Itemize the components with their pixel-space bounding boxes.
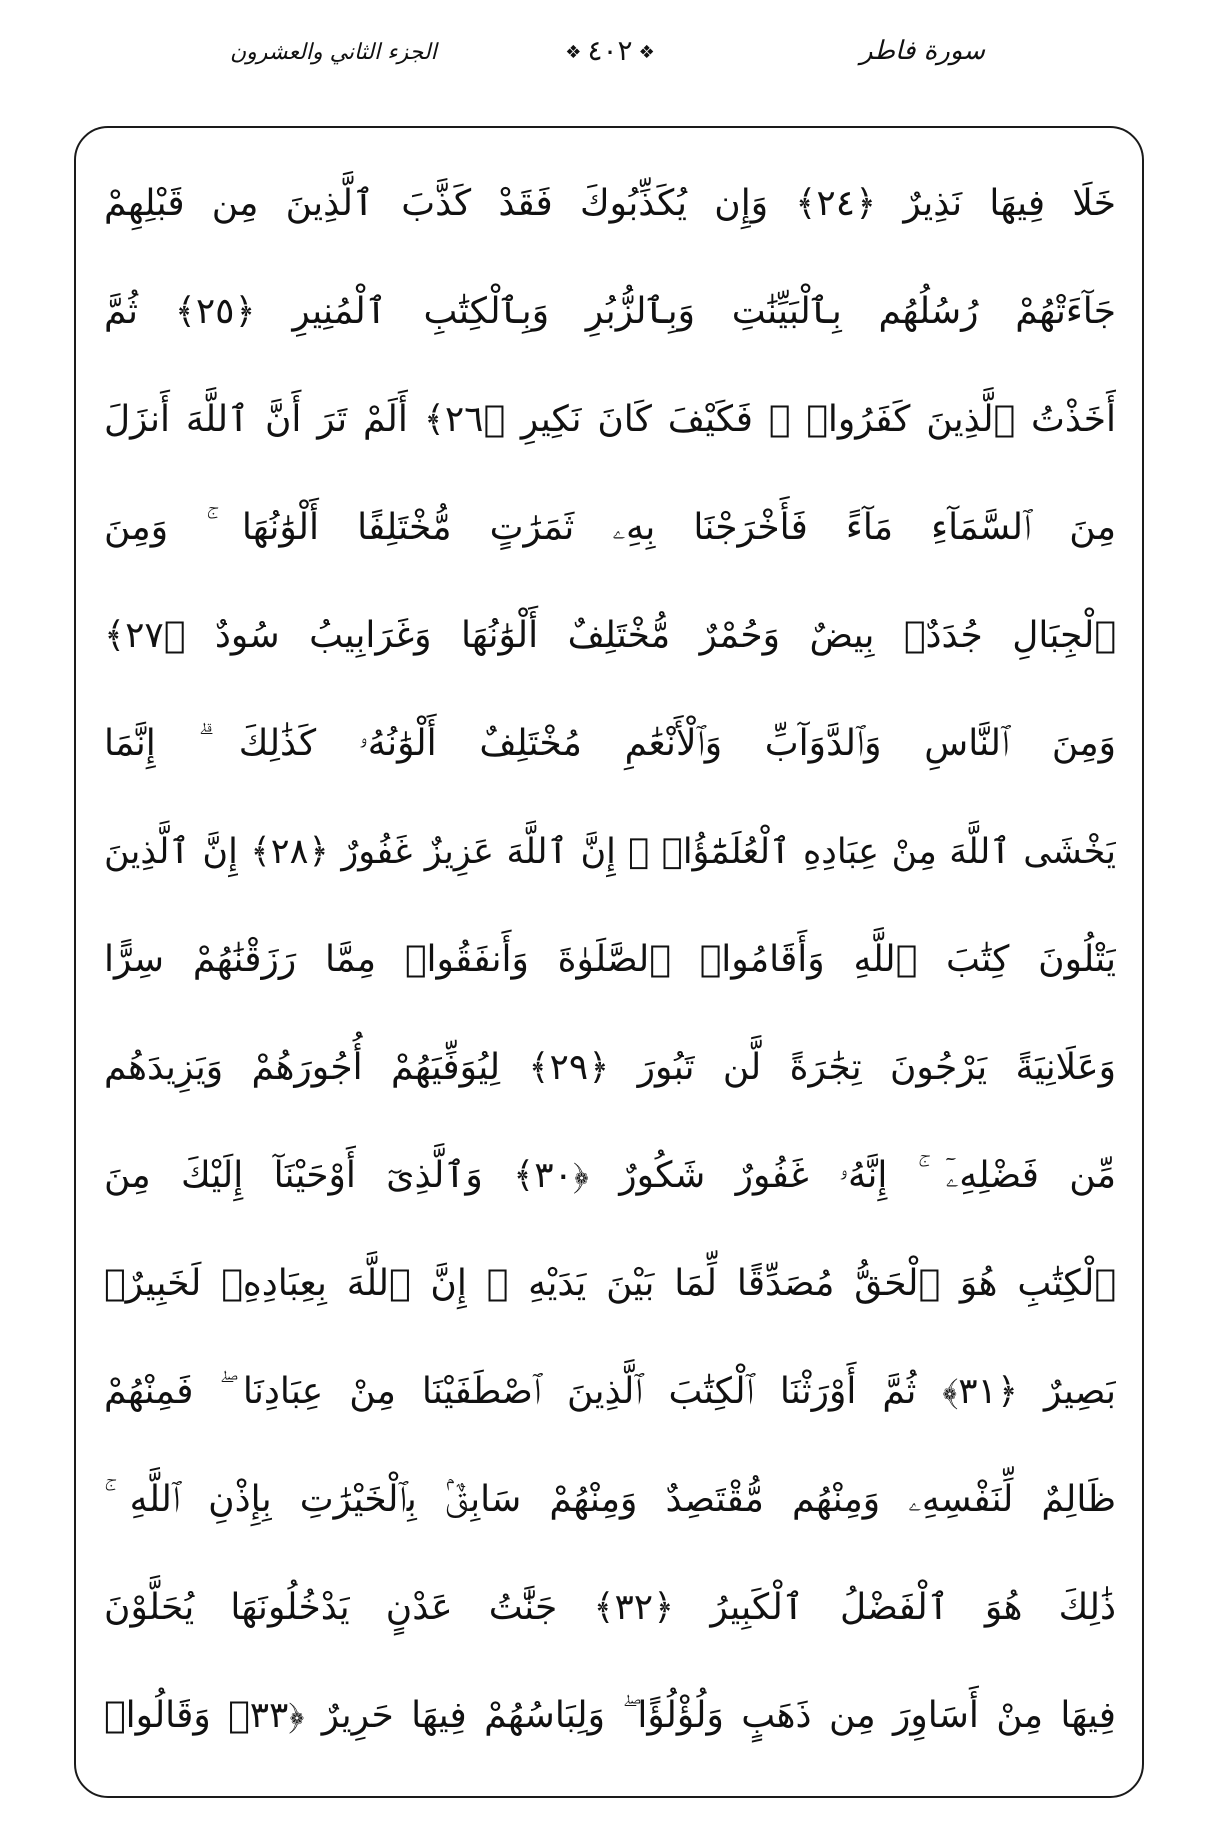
page-number: ٤٠٢	[587, 34, 633, 67]
text-line: ٱلْجِبَالِ جُدَدٌۢ بِيضٌ وَحُمْرٌ مُّخْتَلِفٌ أَلْوَٰنُهَا وَغَرَابِيبُ سُودٌ ﴿٢٧﴾	[104, 615, 1116, 656]
text-line: بَصِيرٌ ﴿٣١﴾ ثُمَّ أَوْرَثْنَا ٱلْكِتَٰبَ ٱلَّذِينَ ٱصْطَفَيْنَا مِنْ عِبَادِنَا ۖ فَمِنْهُمْ	[104, 1371, 1116, 1412]
text-line: يَخْشَى ٱللَّهَ مِنْ عِبَادِهِ ٱلْعُلَمَٰٓؤُا۟ ۗ إِنَّ ٱللَّهَ عَزِيزٌ غَفُورٌ ﴿٢٨﴾ إِنَّ ٱلَّذِينَ	[104, 832, 1116, 872]
page-header	[0, 22, 1214, 92]
quran-text-body	[104, 150, 1116, 1770]
text-line: وَمِنَ ٱلنَّاسِ وَٱلدَّوَآبِّ وَٱلْأَنْعَٰمِ مُخْتَلِفٌ أَلْوَٰنُهُۥ كَذَٰلِكَ ۗ إِنَّمَا	[104, 723, 1116, 764]
page-number-block	[520, 34, 700, 67]
text-line: فِيهَا مِنْ أَسَاوِرَ مِن ذَهَبٍ وَلُؤْلُؤًا ۖ وَلِبَاسُهُمْ فِيهَا حَرِيرٌ ﴿٣٣﴾ وَقَالُوا۟	[104, 1695, 1116, 1736]
text-line: ذَٰلِكَ هُوَ ٱلْفَضْلُ ٱلْكَبِيرُ ﴿٣٢﴾ جَنَّٰتُ عَدْنٍ يَدْخُلُونَهَا يُحَلَّوْنَ	[104, 1587, 1116, 1628]
ornament-left-icon: ❖	[565, 41, 582, 63]
text-line: يَتْلُونَ كِتَٰبَ ٱللَّهِ وَأَقَامُوا۟ ٱلصَّلَوٰةَ وَأَنفَقُوا۟ مِمَّا رَزَقْنَٰهُمْ سِرًّا	[104, 939, 1116, 980]
text-line: مِّن فَضْلِهِۦٓ ۚ إِنَّهُۥ غَفُورٌ شَكُورٌ ﴿٣٠﴾ وَٱلَّذِىٓ أَوْحَيْنَآ إِلَيْكَ مِنَ	[104, 1155, 1116, 1196]
text-line: ٱلْكِتَٰبِ هُوَ ٱلْحَقُّ مُصَدِّقًا لِّمَا بَيْنَ يَدَيْهِ ۗ إِنَّ ٱللَّهَ بِعِبَادِهِۦ لَخَبِيرٌۢ	[104, 1263, 1116, 1304]
text-line: وَعَلَانِيَةً يَرْجُونَ تِجَٰرَةً لَّن تَبُورَ ﴿٢٩﴾ لِيُوَفِّيَهُمْ أُجُورَهُمْ وَيَزِيدَهُم	[104, 1047, 1116, 1088]
text-line: جَآءَتْهُمْ رُسُلُهُم بِٱلْبَيِّنَٰتِ وَبِٱلزُّبُرِ وَبِٱلْكِتَٰبِ ٱلْمُنِيرِ ﴿٢٥﴾ ثُمَّ	[104, 291, 1116, 332]
ornament-right-icon: ❖	[638, 41, 655, 63]
juz-title: الجزء الثاني والعشرون	[230, 40, 437, 65]
text-line: مِنَ ٱلسَّمَآءِ مَآءً فَأَخْرَجْنَا بِهِۦ ثَمَرَٰتٍ مُّخْتَلِفًا أَلْوَٰنُهَا ۚ وَمِنَ	[104, 507, 1116, 548]
surah-title: سورة فاطر	[860, 36, 986, 66]
text-line: خَلَا فِيهَا نَذِيرٌ ﴿٢٤﴾ وَإِن يُكَذِّبُوكَ فَقَدْ كَذَّبَ ٱلَّذِينَ مِن قَبْلِهِمْ	[104, 183, 1116, 224]
text-line: ظَالِمٌ لِّنَفْسِهِۦ وَمِنْهُم مُّقْتَصِدٌ وَمِنْهُمْ سَابِقٌۢ بِٱلْخَيْرَٰتِ بِإِذْنِ ٱللَّهِ ۚ	[104, 1479, 1116, 1520]
text-line: أَخَذْتُ ٱلَّذِينَ كَفَرُوا۟ ۖ فَكَيْفَ كَانَ نَكِيرِ ﴿٢٦﴾ أَلَمْ تَرَ أَنَّ ٱللَّهَ أَنزَلَ	[104, 399, 1116, 440]
